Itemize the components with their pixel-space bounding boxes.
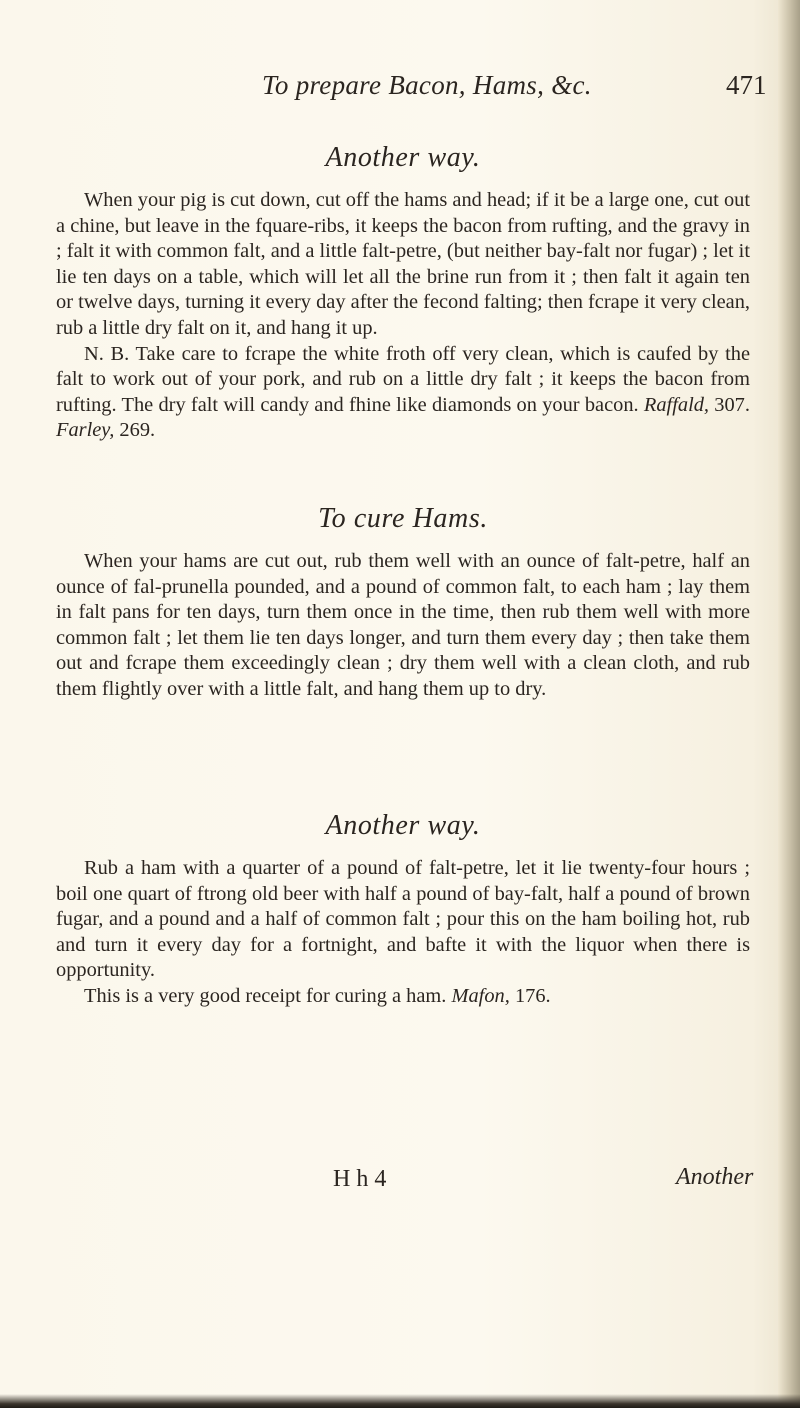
citation-source: Farley, bbox=[56, 419, 115, 442]
recipe-paragraph: Rub a ham with a quarter of a pound of falt-petre, let it lie twenty-four hours ; boil one quart of ftrong old beer with half a pound of bay-falt, half a pound of brown fugar, and a pound and a half of common falt ; pour this on the ham boiling hot, rub and turn it every day for a fortnight, and bafte it with the liquor when there is opportunity. bbox=[56, 857, 750, 982]
nota-bene-text: N. B. Take care to fcrape the white froth off very clean, which is caufed by the falt to work out of your pork, and rub on a little dry falt ; it keeps the bacon from rufting. The dry falt will candy and fhine like diamonds on your bacon. bbox=[56, 342, 750, 416]
section-heading: To cure Hams. bbox=[318, 503, 488, 534]
page-bottom-shadow bbox=[0, 1394, 800, 1408]
citation-source: Raffald, bbox=[643, 393, 710, 416]
running-title: To prepare Bacon, Hams, &c. bbox=[262, 70, 592, 100]
citation-page: 176. bbox=[514, 984, 551, 1007]
page-binding-edge bbox=[778, 0, 800, 1408]
closing-paragraph bbox=[56, 984, 750, 1010]
recipe-paragraph: When your hams are cut out, rub them well with an ounce of falt-petre, half an ounce of fal-prunella pounded, and a pound of common falt, to each ham ; lay them in falt pans for ten days, turn them once in the time, then rub them well with more common falt ; let them lie ten days longer, and turn them every day ; then take them out and fcrape them exceedingly clean ; dry them well with a clean cloth, and rub them flightly over with a little falt, and hang them up to dry. bbox=[56, 550, 750, 700]
citation-page: 269. bbox=[114, 419, 156, 442]
signature-mark: H h 4 bbox=[333, 1166, 387, 1192]
section-another-way-1 bbox=[56, 142, 750, 444]
nota-bene-paragraph bbox=[56, 342, 750, 444]
section-to-cure-hams bbox=[56, 503, 750, 703]
closing-text: This is a very good receipt for curing a ham. bbox=[84, 984, 447, 1007]
citation-page: 307. bbox=[709, 393, 750, 416]
section-heading: Another way. bbox=[325, 810, 481, 841]
section-another-way-2 bbox=[56, 810, 750, 1010]
page-number: 471 bbox=[726, 70, 767, 100]
section-heading: Another way. bbox=[325, 142, 481, 173]
recipe-paragraph: When your pig is cut down, cut off the hams and head; if it be a large one, cut out a chine, but leave in the fquare-ribs, it keeps the bacon from rufting, and the gravy in ; falt it with common falt, and a little falt-petre, (but neither bay-falt nor fugar) ; let it lie ten days on a table, which will let all the brine run from it ; then falt it again ten or twelve days, turning it every day after the fecond falting; then fcrape it very clean, rub a little dry falt on it, and hang it up. bbox=[56, 189, 750, 339]
citation-source: Mafon, bbox=[451, 984, 510, 1007]
catchword: Another bbox=[676, 1164, 754, 1190]
